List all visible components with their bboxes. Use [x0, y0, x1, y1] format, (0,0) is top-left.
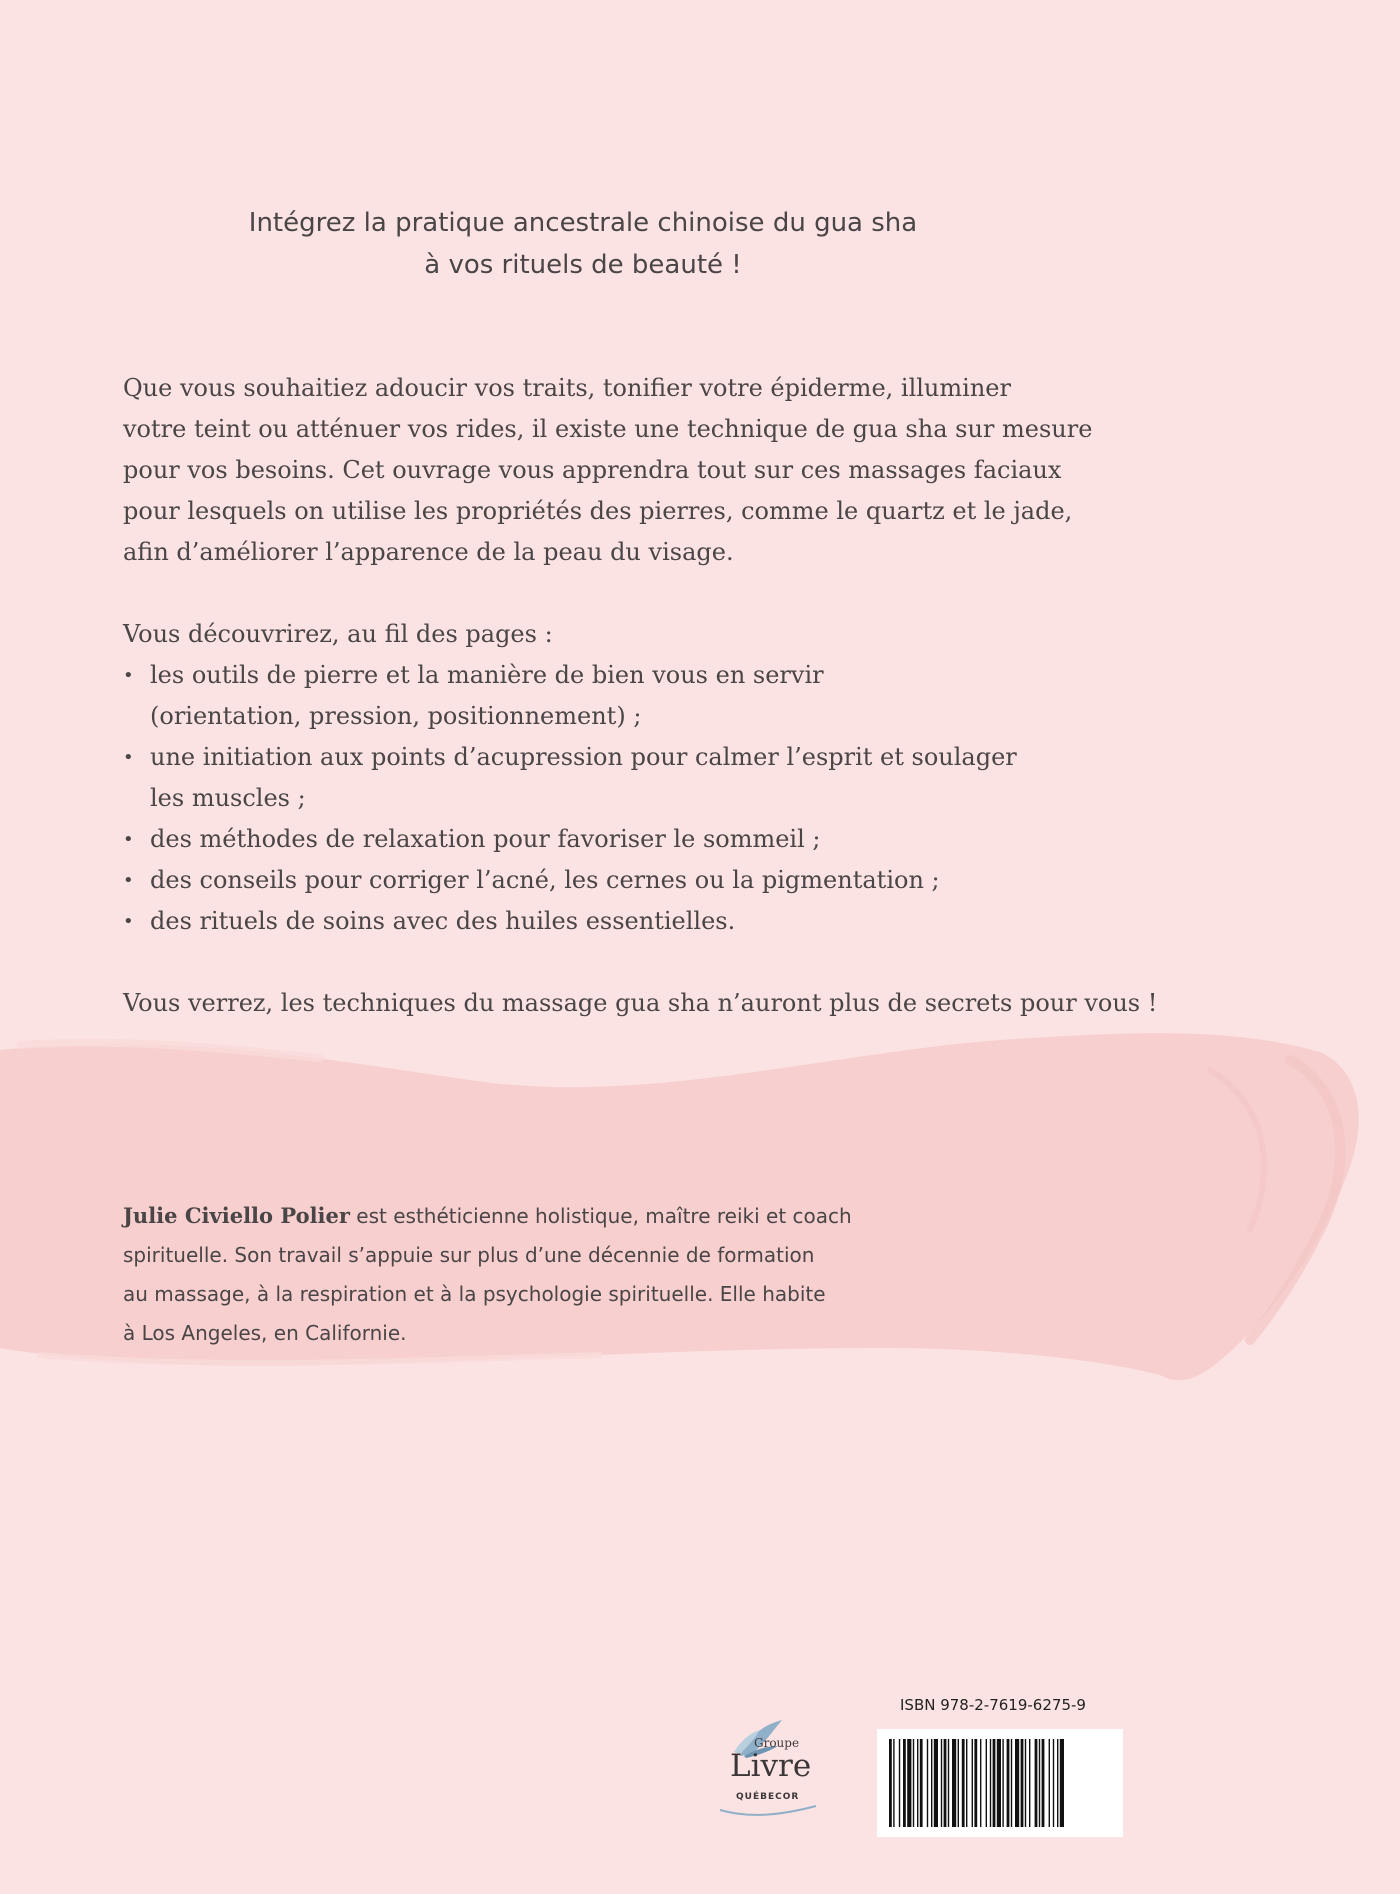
barcode-bar: [899, 1739, 900, 1827]
barcode-bar: [952, 1739, 956, 1827]
barcode-bar: [920, 1739, 923, 1827]
author-bio-line: au massage, à la respiration et à la psychologie spirituelle. Elle habite: [123, 1282, 826, 1306]
barcode-bar: [1060, 1739, 1064, 1827]
barcode-bar: [1035, 1739, 1038, 1827]
barcode-bar: [1042, 1739, 1045, 1827]
feature-list: [123, 655, 1243, 942]
barcode-bar: [889, 1739, 892, 1827]
barcode-bar: [1057, 1739, 1058, 1827]
barcode-bar: [972, 1739, 973, 1827]
barcode-bar: [1011, 1739, 1012, 1827]
barcode-bar: [1029, 1739, 1030, 1827]
barcode-bar: [893, 1739, 894, 1827]
author-bio-text: est esthéticienne holistique, maître reiki et coach: [349, 1204, 852, 1228]
list-item: • une initiation aux points d’acupression pour calmer l’esprit et soulager les muscles ;: [123, 737, 1243, 819]
barcode-bars: [877, 1729, 1123, 1837]
list-item: • les outils de pierre et la manière de bien vous en servir (orientation, pression, positionnement) ;: [123, 655, 1243, 737]
closing-sentence: Vous verrez, les techniques du massage gua sha n’auront plus de secrets pour vous !: [123, 989, 1158, 1017]
barcode-bar: [958, 1739, 959, 1827]
author-bio-line: [123, 1196, 923, 1236]
barcode-bar: [934, 1739, 938, 1827]
barcode-bar: [990, 1739, 991, 1827]
barcode-bar: [941, 1739, 942, 1827]
barcode-bar: [948, 1739, 949, 1827]
list-item: • des méthodes de relaxation pour favoriser le sommeil ;: [123, 819, 1243, 860]
paragraph-line: votre teint ou atténuer vos rides, il existe une technique de gua sha sur mesure: [123, 415, 1093, 443]
paragraph-line: afin d’améliorer l’apparence de la peau du visage.: [123, 538, 734, 566]
barcode-bar: [993, 1739, 996, 1827]
barcode-bar: [980, 1739, 981, 1827]
barcode-bar: [903, 1739, 906, 1827]
publisher-logo: [706, 1720, 824, 1840]
barcode-bar: [913, 1739, 914, 1827]
barcode-bar: [1007, 1739, 1010, 1827]
barcode-bar: [1025, 1739, 1026, 1827]
barcode-bar: [1002, 1739, 1003, 1827]
tagline: [0, 202, 1166, 286]
barcode-bar: [917, 1739, 918, 1827]
logo-underline-swash: [718, 1804, 818, 1820]
list-item: • des conseils pour corriger l’acné, les cernes ou la pigmentation ;: [123, 860, 1243, 901]
barcode-bar: [997, 1739, 1001, 1827]
description-paragraph: [123, 368, 1243, 573]
author-bio: [123, 1196, 923, 1353]
isbn-label: ISBN 978-2-7619-6275-9: [900, 1696, 1086, 1714]
barcode-bar: [966, 1739, 967, 1827]
barcode-bar: [1049, 1739, 1050, 1827]
list-intro: Vous découvrirez, au fil des pages :: [123, 620, 553, 648]
author-bio-line: à Los Angeles, en Californie.: [123, 1321, 407, 1345]
author-bio-line: spirituelle. Son travail s’appuie sur plus d’une décennie de formation: [123, 1243, 815, 1267]
paragraph-line: pour lesquels on utilise les propriétés des pierres, comme le quartz et le jade,: [123, 497, 1073, 525]
barcode-bar: [907, 1739, 911, 1827]
paragraph-line: Que vous souhaitiez adoucir vos traits, tonifier votre épiderme, illuminer: [123, 374, 1011, 402]
barcode-bar: [944, 1739, 947, 1827]
paragraph-line: pour vos besoins. Cet ouvrage vous apprendra tout sur ces massages faciaux: [123, 456, 1062, 484]
barcode: [877, 1729, 1123, 1837]
barcode-bar: [931, 1739, 932, 1827]
publisher-groupe: Groupe: [754, 1736, 800, 1750]
barcode-bar: [1053, 1739, 1054, 1827]
tagline-line-1: Intégrez la pratique ancestrale chinoise du gua sha: [248, 208, 918, 238]
barcode-bar: [1021, 1739, 1024, 1827]
author-name: Julie Civiello Polier: [123, 1203, 350, 1228]
barcode-bar: [1039, 1739, 1040, 1827]
barcode-bar: [974, 1739, 977, 1827]
barcode-bar: [927, 1739, 928, 1827]
description: [123, 368, 1243, 1024]
list-item: • des rituels de soins avec des huiles essentielles.: [123, 901, 1243, 942]
barcode-bar: [962, 1739, 965, 1827]
publisher-quebecor: QUÉBECOR: [736, 1792, 800, 1802]
barcode-bar: [1015, 1739, 1019, 1827]
tagline-line-2: à vos rituels de beauté !: [424, 250, 742, 280]
publisher-livre: Livre: [730, 1748, 812, 1784]
barcode-bar: [986, 1739, 987, 1827]
